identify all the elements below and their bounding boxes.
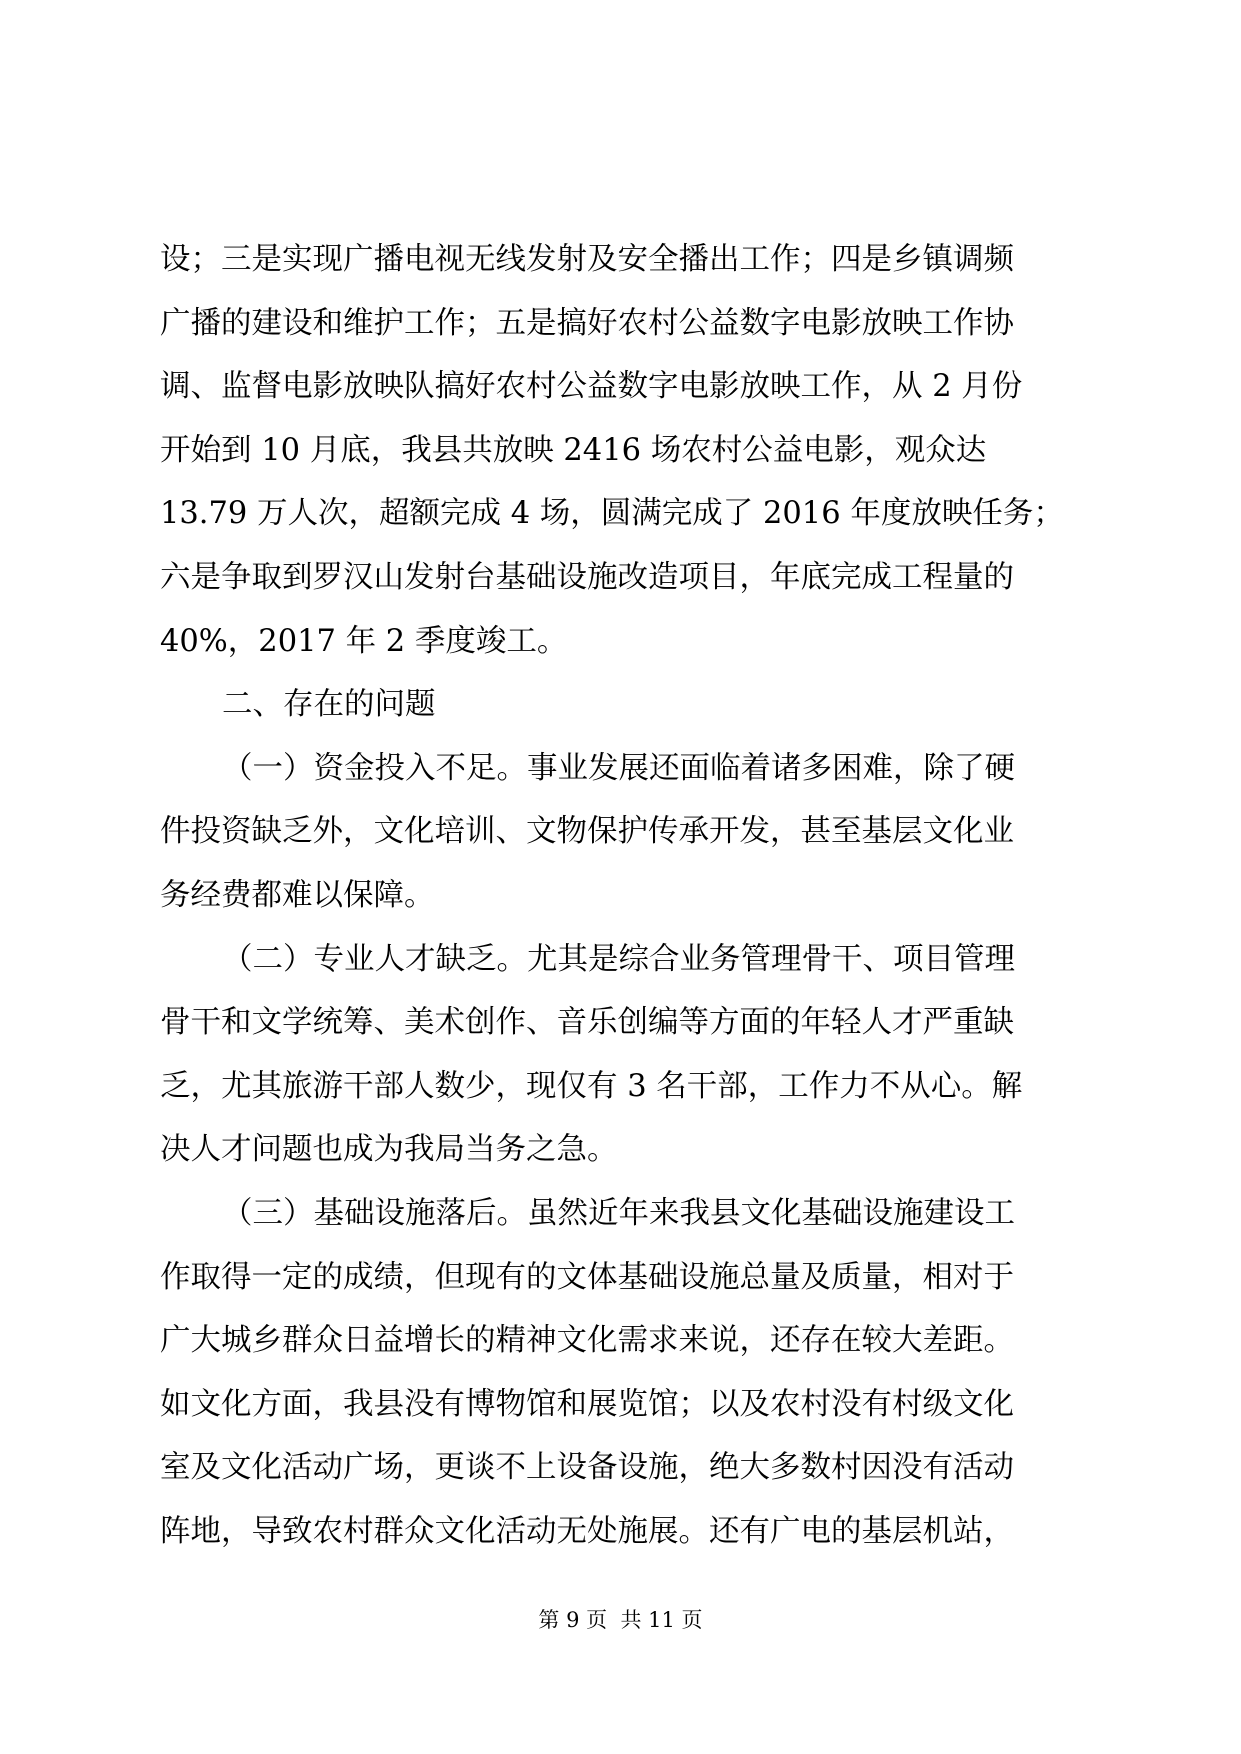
paragraph-line: （三）基础设施落后。虽然近年来我县文化基础设施建设工 bbox=[222, 1195, 1015, 1231]
paragraph-line: 骨干和文学统筹、美术创作、音乐创编等方面的年轻人才严重缺 bbox=[160, 1005, 1014, 1041]
paragraph-line: （一）资金投入不足。事业发展还面临着诸多困难，除了硬 bbox=[222, 750, 1015, 786]
paragraph-line: 六是争取到罗汉山发射台基础设施改造项目，年底完成工程量的 bbox=[160, 559, 1014, 595]
paragraph-line: 件投资缺乏外，文化培训、文物保护传承开发，甚至基层文化业 bbox=[160, 814, 1014, 850]
paragraph-line: 13.79 万人次，超额完成 4 场，圆满完成了 2016 年度放映任务； bbox=[160, 496, 1064, 532]
paragraph-line: 设；三是实现广播电视无线发射及安全播出工作；四是乡镇调频 bbox=[160, 242, 1014, 277]
page-number: 第 9 页 共 11 页 bbox=[538, 1608, 703, 1632]
page-footer bbox=[0, 1606, 1241, 1634]
document-body bbox=[160, 228, 1080, 1563]
paragraph-line: 阵地，导致农村群众文化活动无处施展。还有广电的基层机站， bbox=[160, 1513, 1014, 1549]
paragraph-line: 广播的建设和维护工作；五是搞好农村公益数字电影放映工作协 bbox=[160, 305, 1014, 341]
paragraph-line: 如文化方面，我县没有博物馆和展览馆；以及农村没有村级文化 bbox=[160, 1386, 1014, 1422]
paragraph-line: （二）专业人才缺乏。尤其是综合业务管理骨干、项目管理 bbox=[222, 941, 1015, 977]
paragraph-line: 室及文化活动广场，更谈不上设备设施，绝大多数村因没有活动 bbox=[160, 1450, 1014, 1486]
paragraph-line: 开始到 10 月底，我县共放映 2416 场农村公益电影，观众达 bbox=[160, 432, 987, 468]
paragraph-line: 决人才问题也成为我局当务之急。 bbox=[160, 1132, 618, 1168]
paragraph-line: 调、监督电影放映队搞好农村公益数字电影放映工作，从 2 月份 bbox=[160, 369, 1023, 405]
paragraph-line: 务经费都难以保障。 bbox=[160, 877, 435, 913]
paragraph-line: 作取得一定的成绩，但现有的文体基础设施总量及质量，相对于 bbox=[160, 1259, 1014, 1295]
section-heading: 二、存在的问题 bbox=[222, 687, 436, 723]
paragraph-line: 乏，尤其旅游干部人数少，现仅有 3 名干部，工作力不从心。解 bbox=[160, 1068, 1023, 1104]
paragraph-line: 广大城乡群众日益增长的精神文化需求来说，还存在较大差距。 bbox=[160, 1323, 1014, 1359]
paragraph-line: 40%，2017 年 2 季度竣工。 bbox=[160, 623, 568, 659]
